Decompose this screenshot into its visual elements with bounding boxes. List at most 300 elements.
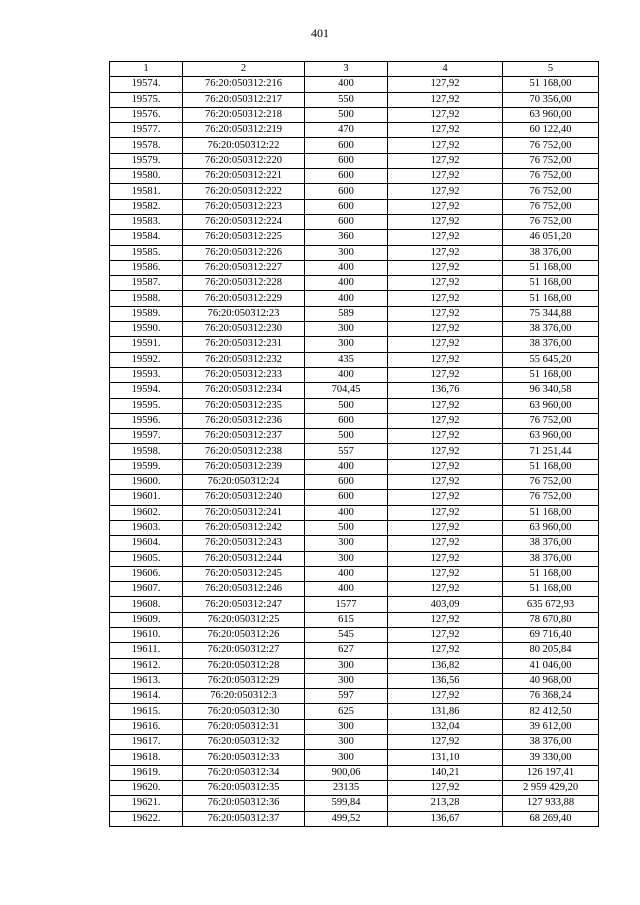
area-cell: 300 — [305, 750, 388, 765]
cadastral-number-cell: 76:20:050312:228 — [183, 276, 305, 291]
value-cell: 40 968,00 — [503, 673, 599, 688]
value-cell: 127 933,88 — [503, 796, 599, 811]
cadastral-number-cell: 76:20:050312:31 — [183, 719, 305, 734]
row-number-cell: 19607. — [110, 582, 183, 597]
value-cell: 635 672,93 — [503, 597, 599, 612]
value-cell: 51 168,00 — [503, 367, 599, 382]
row-number-cell: 19578. — [110, 138, 183, 153]
row-number-cell: 19600. — [110, 475, 183, 490]
table-row — [110, 582, 599, 597]
table-row — [110, 169, 599, 184]
cadastral-number-cell: 76:20:050312:23 — [183, 306, 305, 321]
row-number-cell: 19609. — [110, 612, 183, 627]
value-cell: 76 752,00 — [503, 490, 599, 505]
value-cell: 38 376,00 — [503, 337, 599, 352]
row-number-cell: 19617. — [110, 735, 183, 750]
cadastral-number-cell: 76:20:050312:233 — [183, 367, 305, 382]
value-cell: 55 645,20 — [503, 352, 599, 367]
cadastral-number-cell: 76:20:050312:30 — [183, 704, 305, 719]
value-cell: 38 376,00 — [503, 551, 599, 566]
area-cell: 600 — [305, 169, 388, 184]
area-cell: 300 — [305, 673, 388, 688]
value-cell: 51 168,00 — [503, 291, 599, 306]
cadastral-number-cell: 76:20:050312:234 — [183, 383, 305, 398]
area-cell: 300 — [305, 337, 388, 352]
cadastral-number-cell: 76:20:050312:22 — [183, 138, 305, 153]
cadastral-number-cell: 76:20:050312:243 — [183, 536, 305, 551]
rate-cell: 127,92 — [388, 444, 503, 459]
area-cell: 600 — [305, 138, 388, 153]
cadastral-number-cell: 76:20:050312:231 — [183, 337, 305, 352]
table-row — [110, 398, 599, 413]
area-cell: 400 — [305, 77, 388, 92]
area-cell: 300 — [305, 322, 388, 337]
area-cell: 589 — [305, 306, 388, 321]
page-number: 401 — [311, 26, 329, 40]
rate-cell: 127,92 — [388, 627, 503, 642]
rate-cell: 127,92 — [388, 536, 503, 551]
table-row — [110, 260, 599, 275]
value-cell: 38 376,00 — [503, 245, 599, 260]
value-cell: 38 376,00 — [503, 322, 599, 337]
table-row — [110, 689, 599, 704]
cadastral-number-cell: 76:20:050312:246 — [183, 582, 305, 597]
value-cell: 69 716,40 — [503, 627, 599, 642]
row-number-cell: 19606. — [110, 566, 183, 581]
area-cell: 600 — [305, 199, 388, 214]
cadastral-number-cell: 76:20:050312:242 — [183, 520, 305, 535]
row-number-cell: 19590. — [110, 322, 183, 337]
area-cell: 627 — [305, 643, 388, 658]
table-header — [110, 62, 599, 77]
row-number-cell: 19605. — [110, 551, 183, 566]
rate-cell: 403,09 — [388, 597, 503, 612]
table-row — [110, 153, 599, 168]
rate-cell: 127,92 — [388, 245, 503, 260]
value-cell: 39 330,00 — [503, 750, 599, 765]
table-row — [110, 306, 599, 321]
table-row — [110, 352, 599, 367]
table-row — [110, 597, 599, 612]
row-number-cell: 19581. — [110, 184, 183, 199]
table-row — [110, 612, 599, 627]
rate-cell: 127,92 — [388, 689, 503, 704]
area-cell: 550 — [305, 92, 388, 107]
cadastral-number-cell: 76:20:050312:29 — [183, 673, 305, 688]
row-number-cell: 19614. — [110, 689, 183, 704]
value-cell: 51 168,00 — [503, 582, 599, 597]
rate-cell: 127,92 — [388, 322, 503, 337]
rate-cell: 127,92 — [388, 780, 503, 795]
area-cell: 300 — [305, 551, 388, 566]
cadastral-number-cell: 76:20:050312:244 — [183, 551, 305, 566]
table-row — [110, 214, 599, 229]
cadastral-number-cell: 76:20:050312:33 — [183, 750, 305, 765]
row-number-cell: 19608. — [110, 597, 183, 612]
area-cell: 400 — [305, 276, 388, 291]
rate-cell: 127,92 — [388, 184, 503, 199]
row-number-cell: 19577. — [110, 123, 183, 138]
rate-cell: 127,92 — [388, 566, 503, 581]
rate-cell: 127,92 — [388, 475, 503, 490]
area-cell: 500 — [305, 429, 388, 444]
value-cell: 46 051,20 — [503, 230, 599, 245]
area-cell: 500 — [305, 520, 388, 535]
area-cell: 545 — [305, 627, 388, 642]
cadastral-number-cell: 76:20:050312:25 — [183, 612, 305, 627]
cadastral-number-cell: 76:20:050312:218 — [183, 107, 305, 122]
value-cell: 82 412,50 — [503, 704, 599, 719]
header-row — [110, 62, 599, 77]
table-row — [110, 322, 599, 337]
area-cell: 597 — [305, 689, 388, 704]
rate-cell: 127,92 — [388, 413, 503, 428]
table-body — [110, 77, 599, 827]
table-row — [110, 429, 599, 444]
value-cell: 76 752,00 — [503, 214, 599, 229]
cadastral-number-cell: 76:20:050312:226 — [183, 245, 305, 260]
value-cell: 68 269,40 — [503, 811, 599, 826]
value-cell: 126 197,41 — [503, 765, 599, 780]
row-number-cell: 19601. — [110, 490, 183, 505]
rate-cell: 127,92 — [388, 169, 503, 184]
rate-cell: 127,92 — [388, 107, 503, 122]
column-header-4: 4 — [388, 62, 503, 77]
cadastral-number-cell: 76:20:050312:3 — [183, 689, 305, 704]
cadastral-number-cell: 76:20:050312:24 — [183, 475, 305, 490]
rate-cell: 127,92 — [388, 123, 503, 138]
area-cell: 600 — [305, 490, 388, 505]
row-number-cell: 19584. — [110, 230, 183, 245]
table-row — [110, 77, 599, 92]
value-cell: 63 960,00 — [503, 429, 599, 444]
area-cell: 300 — [305, 658, 388, 673]
area-cell: 400 — [305, 459, 388, 474]
row-number-cell: 19611. — [110, 643, 183, 658]
rate-cell: 127,92 — [388, 291, 503, 306]
table-row — [110, 107, 599, 122]
row-number-cell: 19613. — [110, 673, 183, 688]
value-cell: 60 122,40 — [503, 123, 599, 138]
rate-cell: 127,92 — [388, 92, 503, 107]
cadastral-number-cell: 76:20:050312:241 — [183, 505, 305, 520]
cadastral-number-cell: 76:20:050312:27 — [183, 643, 305, 658]
value-cell: 38 376,00 — [503, 735, 599, 750]
value-cell: 76 752,00 — [503, 138, 599, 153]
rate-cell: 127,92 — [388, 459, 503, 474]
rate-cell: 127,92 — [388, 490, 503, 505]
table-row — [110, 337, 599, 352]
row-number-cell: 19595. — [110, 398, 183, 413]
table-row — [110, 658, 599, 673]
table-row — [110, 291, 599, 306]
row-number-cell: 19616. — [110, 719, 183, 734]
value-cell: 63 960,00 — [503, 398, 599, 413]
rate-cell: 127,92 — [388, 199, 503, 214]
value-cell: 51 168,00 — [503, 505, 599, 520]
value-cell: 71 251,44 — [503, 444, 599, 459]
cadastral-number-cell: 76:20:050312:216 — [183, 77, 305, 92]
cadastral-number-cell: 76:20:050312:219 — [183, 123, 305, 138]
cadastral-number-cell: 76:20:050312:235 — [183, 398, 305, 413]
row-number-cell: 19610. — [110, 627, 183, 642]
value-cell: 41 046,00 — [503, 658, 599, 673]
table-row — [110, 536, 599, 551]
column-header-3: 3 — [305, 62, 388, 77]
value-cell: 51 168,00 — [503, 566, 599, 581]
cadastral-number-cell: 76:20:050312:245 — [183, 566, 305, 581]
area-cell: 1577 — [305, 597, 388, 612]
value-cell: 51 168,00 — [503, 260, 599, 275]
data-table — [109, 61, 599, 827]
table-row — [110, 490, 599, 505]
value-cell: 78 670,80 — [503, 612, 599, 627]
table-row — [110, 383, 599, 398]
row-number-cell: 19618. — [110, 750, 183, 765]
table-row — [110, 765, 599, 780]
value-cell: 75 344,88 — [503, 306, 599, 321]
cadastral-number-cell: 76:20:050312:37 — [183, 811, 305, 826]
row-number-cell: 19586. — [110, 260, 183, 275]
cadastral-number-cell: 76:20:050312:34 — [183, 765, 305, 780]
row-number-cell: 19591. — [110, 337, 183, 352]
table-row — [110, 811, 599, 826]
row-number-cell: 19603. — [110, 520, 183, 535]
rate-cell: 127,92 — [388, 582, 503, 597]
cadastral-number-cell: 76:20:050312:229 — [183, 291, 305, 306]
table-row — [110, 643, 599, 658]
rate-cell: 136,56 — [388, 673, 503, 688]
value-cell: 51 168,00 — [503, 77, 599, 92]
row-number-cell: 19620. — [110, 780, 183, 795]
value-cell: 51 168,00 — [503, 459, 599, 474]
area-cell: 600 — [305, 475, 388, 490]
area-cell: 360 — [305, 230, 388, 245]
cadastral-number-cell: 76:20:050312:28 — [183, 658, 305, 673]
value-cell: 70 356,00 — [503, 92, 599, 107]
rate-cell: 136,82 — [388, 658, 503, 673]
area-cell: 625 — [305, 704, 388, 719]
row-number-cell: 19588. — [110, 291, 183, 306]
area-cell: 704,45 — [305, 383, 388, 398]
value-cell: 96 340,58 — [503, 383, 599, 398]
area-cell: 470 — [305, 123, 388, 138]
rate-cell: 127,92 — [388, 612, 503, 627]
rate-cell: 127,92 — [388, 77, 503, 92]
column-header-5: 5 — [503, 62, 599, 77]
row-number-cell: 19589. — [110, 306, 183, 321]
area-cell: 600 — [305, 184, 388, 199]
column-header-2: 2 — [183, 62, 305, 77]
table-row — [110, 92, 599, 107]
row-number-cell: 19583. — [110, 214, 183, 229]
row-number-cell: 19582. — [110, 199, 183, 214]
area-cell: 400 — [305, 367, 388, 382]
cadastral-number-cell: 76:20:050312:217 — [183, 92, 305, 107]
value-cell: 39 612,00 — [503, 719, 599, 734]
cadastral-number-cell: 76:20:050312:227 — [183, 260, 305, 275]
rate-cell: 127,92 — [388, 398, 503, 413]
cadastral-number-cell: 76:20:050312:224 — [183, 214, 305, 229]
value-cell: 63 960,00 — [503, 520, 599, 535]
area-cell: 900,06 — [305, 765, 388, 780]
area-cell: 600 — [305, 214, 388, 229]
area-cell: 500 — [305, 107, 388, 122]
row-number-cell: 19585. — [110, 245, 183, 260]
table-row — [110, 367, 599, 382]
value-cell: 63 960,00 — [503, 107, 599, 122]
rate-cell: 127,92 — [388, 505, 503, 520]
rate-cell: 127,92 — [388, 214, 503, 229]
cadastral-number-cell: 76:20:050312:237 — [183, 429, 305, 444]
cadastral-number-cell: 76:20:050312:232 — [183, 352, 305, 367]
row-number-cell: 19579. — [110, 153, 183, 168]
table-row — [110, 750, 599, 765]
value-cell: 76 752,00 — [503, 413, 599, 428]
row-number-cell: 19597. — [110, 429, 183, 444]
table-row — [110, 551, 599, 566]
area-cell: 300 — [305, 719, 388, 734]
area-cell: 600 — [305, 413, 388, 428]
rate-cell: 127,92 — [388, 230, 503, 245]
value-cell: 76 752,00 — [503, 199, 599, 214]
area-cell: 599,84 — [305, 796, 388, 811]
row-number-cell: 19602. — [110, 505, 183, 520]
rate-cell: 127,92 — [388, 352, 503, 367]
cadastral-number-cell: 76:20:050312:225 — [183, 230, 305, 245]
rate-cell: 213,28 — [388, 796, 503, 811]
cadastral-number-cell: 76:20:050312:222 — [183, 184, 305, 199]
row-number-cell: 19575. — [110, 92, 183, 107]
value-cell: 76 368,24 — [503, 689, 599, 704]
table-row — [110, 566, 599, 581]
area-cell: 400 — [305, 582, 388, 597]
value-cell: 80 205,84 — [503, 643, 599, 658]
table-row — [110, 719, 599, 734]
table-row — [110, 796, 599, 811]
rate-cell: 127,92 — [388, 153, 503, 168]
cadastral-number-cell: 76:20:050312:230 — [183, 322, 305, 337]
rate-cell: 127,92 — [388, 138, 503, 153]
area-cell: 300 — [305, 245, 388, 260]
row-number-cell: 19596. — [110, 413, 183, 428]
value-cell: 51 168,00 — [503, 276, 599, 291]
cadastral-number-cell: 76:20:050312:239 — [183, 459, 305, 474]
area-cell: 23135 — [305, 780, 388, 795]
value-cell: 76 752,00 — [503, 169, 599, 184]
cadastral-number-cell: 76:20:050312:221 — [183, 169, 305, 184]
table-row — [110, 138, 599, 153]
row-number-cell: 19593. — [110, 367, 183, 382]
row-number-cell: 19598. — [110, 444, 183, 459]
row-number-cell: 19622. — [110, 811, 183, 826]
area-cell: 300 — [305, 735, 388, 750]
area-cell: 500 — [305, 398, 388, 413]
table-row — [110, 520, 599, 535]
value-cell: 76 752,00 — [503, 153, 599, 168]
table-row — [110, 673, 599, 688]
cadastral-number-cell: 76:20:050312:223 — [183, 199, 305, 214]
area-cell: 557 — [305, 444, 388, 459]
area-cell: 400 — [305, 291, 388, 306]
cadastral-number-cell: 76:20:050312:247 — [183, 597, 305, 612]
row-number-cell: 19599. — [110, 459, 183, 474]
table-row — [110, 184, 599, 199]
table-row — [110, 735, 599, 750]
rate-cell: 127,92 — [388, 735, 503, 750]
row-number-cell: 19621. — [110, 796, 183, 811]
rate-cell: 127,92 — [388, 337, 503, 352]
row-number-cell: 19612. — [110, 658, 183, 673]
cadastral-number-cell: 76:20:050312:36 — [183, 796, 305, 811]
table-row — [110, 199, 599, 214]
area-cell: 499,52 — [305, 811, 388, 826]
cadastral-number-cell: 76:20:050312:238 — [183, 444, 305, 459]
row-number-cell: 19574. — [110, 77, 183, 92]
value-cell: 76 752,00 — [503, 475, 599, 490]
rate-cell: 131,10 — [388, 750, 503, 765]
table-row — [110, 505, 599, 520]
row-number-cell: 19580. — [110, 169, 183, 184]
row-number-cell: 19592. — [110, 352, 183, 367]
rate-cell: 127,92 — [388, 520, 503, 535]
table-row — [110, 123, 599, 138]
area-cell: 400 — [305, 260, 388, 275]
cadastral-number-cell: 76:20:050312:240 — [183, 490, 305, 505]
cadastral-number-cell: 76:20:050312:220 — [183, 153, 305, 168]
rate-cell: 127,92 — [388, 260, 503, 275]
table-row — [110, 475, 599, 490]
row-number-cell: 19594. — [110, 383, 183, 398]
cadastral-number-cell: 76:20:050312:35 — [183, 780, 305, 795]
area-cell: 615 — [305, 612, 388, 627]
rate-cell: 136,67 — [388, 811, 503, 826]
rate-cell: 132,04 — [388, 719, 503, 734]
table-row — [110, 245, 599, 260]
row-number-cell: 19587. — [110, 276, 183, 291]
table-row — [110, 276, 599, 291]
row-number-cell: 19615. — [110, 704, 183, 719]
cadastral-number-cell: 76:20:050312:26 — [183, 627, 305, 642]
column-header-1: 1 — [110, 62, 183, 77]
table-row — [110, 780, 599, 795]
area-cell: 400 — [305, 566, 388, 581]
area-cell: 435 — [305, 352, 388, 367]
rate-cell: 136,76 — [388, 383, 503, 398]
row-number-cell: 19576. — [110, 107, 183, 122]
table-row — [110, 413, 599, 428]
cadastral-number-cell: 76:20:050312:32 — [183, 735, 305, 750]
area-cell: 600 — [305, 153, 388, 168]
value-cell: 38 376,00 — [503, 536, 599, 551]
row-number-cell: 19619. — [110, 765, 183, 780]
rate-cell: 131,86 — [388, 704, 503, 719]
row-number-cell: 19604. — [110, 536, 183, 551]
rate-cell: 127,92 — [388, 429, 503, 444]
rate-cell: 140,21 — [388, 765, 503, 780]
cadastral-number-cell: 76:20:050312:236 — [183, 413, 305, 428]
rate-cell: 127,92 — [388, 551, 503, 566]
rate-cell: 127,92 — [388, 367, 503, 382]
value-cell: 76 752,00 — [503, 184, 599, 199]
table-row — [110, 230, 599, 245]
value-cell: 2 959 429,20 — [503, 780, 599, 795]
area-cell: 400 — [305, 505, 388, 520]
table-row — [110, 444, 599, 459]
rate-cell: 127,92 — [388, 643, 503, 658]
table-row — [110, 704, 599, 719]
rate-cell: 127,92 — [388, 306, 503, 321]
